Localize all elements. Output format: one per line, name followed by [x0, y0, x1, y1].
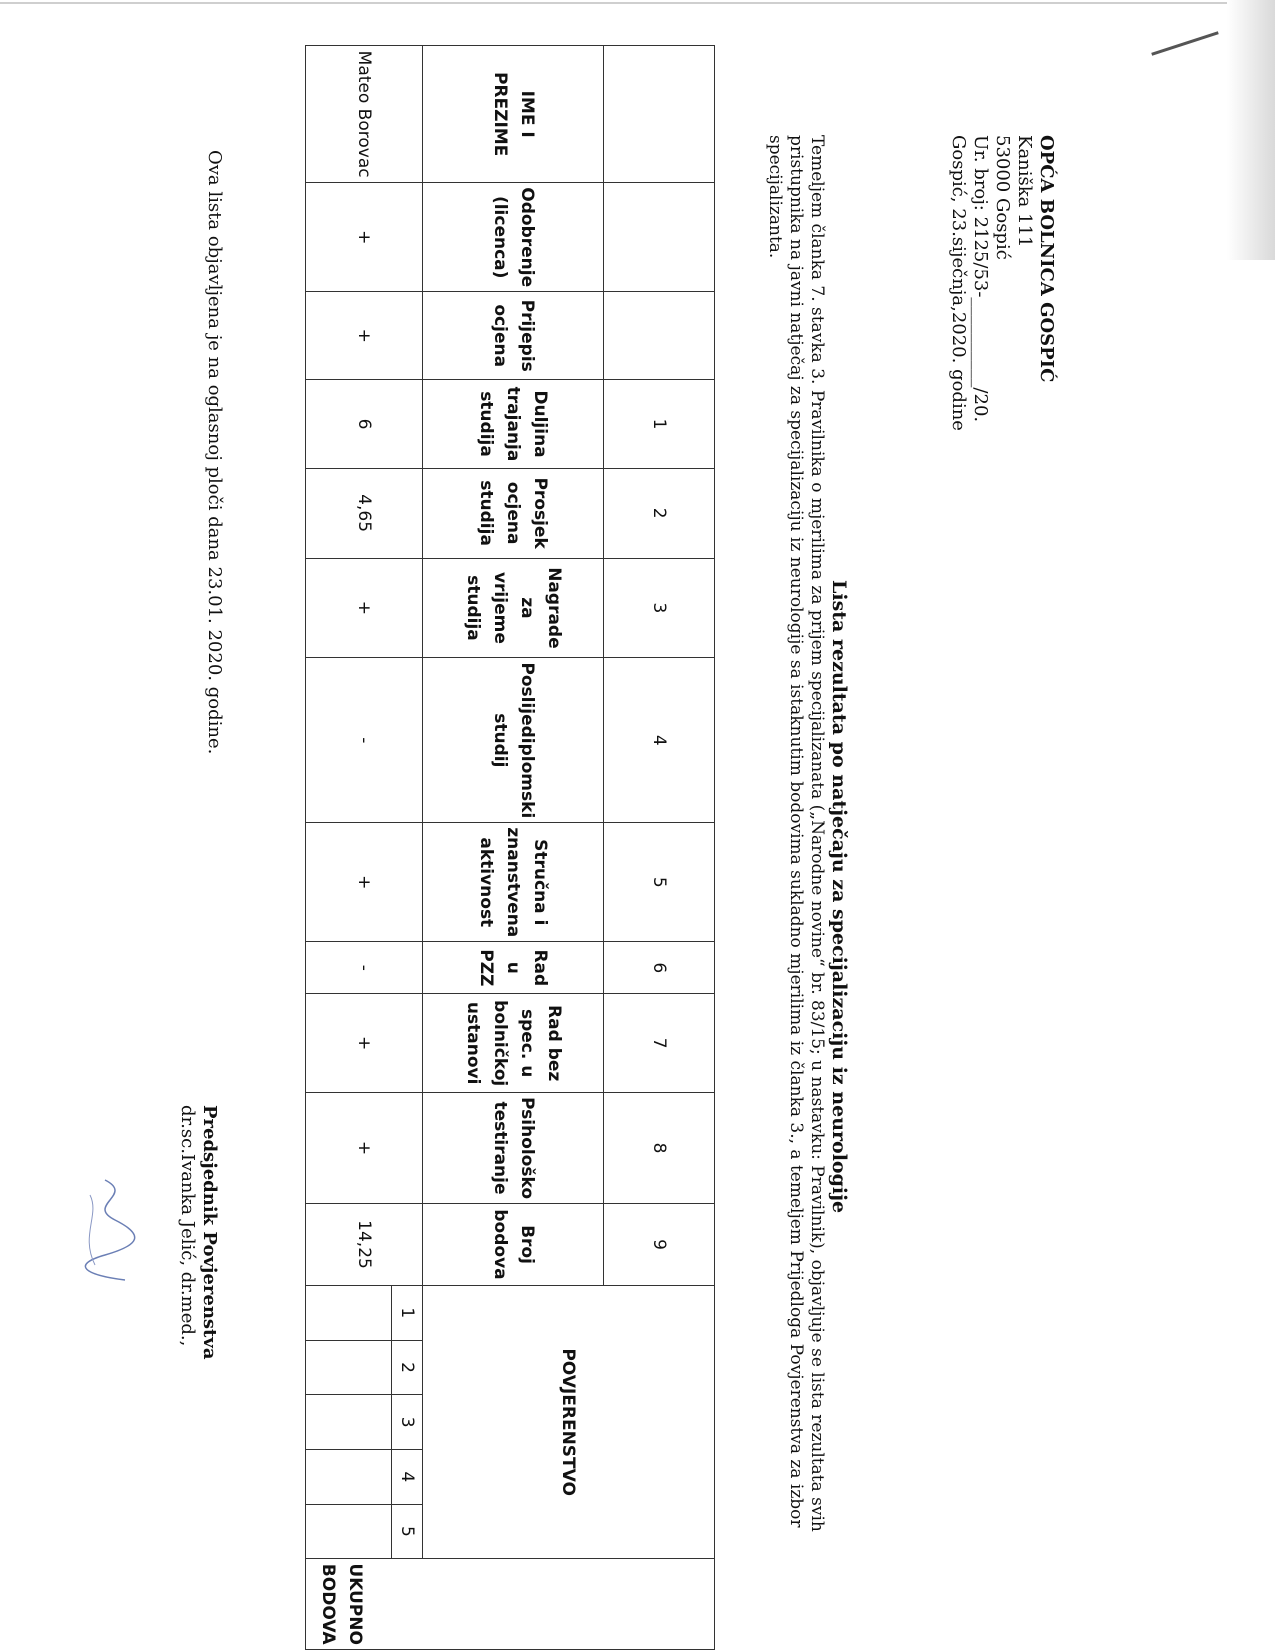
candidate-name: Mateo Borovac [306, 46, 423, 183]
committee-member-number: 5 [392, 1504, 423, 1559]
document-title: Lista rezultata po natječaju za specijalizaciju iz neurologije [828, 580, 850, 1214]
committee-member-number: 2 [392, 1340, 423, 1395]
value-cell: + [306, 183, 423, 292]
letterhead [947, 135, 1057, 431]
col-header: Odobrenje (licenca) [423, 183, 604, 292]
reference-number: Ur. broj: 2125/53-__________/20. [970, 135, 991, 423]
committee-score-cell [306, 1286, 392, 1341]
value-cell: + [306, 823, 423, 942]
committee-score-cell [306, 1449, 392, 1504]
col-number: 2 [604, 468, 715, 558]
document-date: Gospić, 23.siječnja,2020. godine [948, 135, 969, 431]
signatory-role: Predsjednik Povjerenstva [199, 1105, 220, 1360]
total-header: UKUPNO BODOVA [306, 1559, 715, 1650]
committee-score-cell [306, 1340, 392, 1395]
value-cell: + [306, 1092, 423, 1203]
col-number: 6 [604, 942, 715, 994]
col-header: Broj bodova [423, 1204, 604, 1286]
committee-score-cell [306, 1504, 392, 1559]
blank-corner-cell [604, 46, 715, 183]
col-number: 9 [604, 1204, 715, 1286]
value-cell: 6 [306, 380, 423, 468]
blank-number-cell [604, 183, 715, 292]
column-number-row [604, 46, 715, 1650]
signature-block [176, 1105, 220, 1359]
col-number: 5 [604, 823, 715, 942]
committee-member-number: 1 [392, 1286, 423, 1341]
blank-number-cell [604, 292, 715, 380]
value-cell: 14,25 [306, 1204, 423, 1286]
col-header: Duljina trajanja studija [423, 380, 604, 468]
intro-paragraph: Temeljem članka 7. stavka 3. Pravilnika o mjerilima za prijem specijalizanata („Narodne novine“ br. 83/15; u nastavku: Pravilnik), objavljuje se lista rezultata svih pristupnika na javni natječaj za specijalizaciju iz neurologije sa istaknutim bodovima sukladno mjerilima iz članka 3., a temeljem Prijedloga Povjerenstva za izbor specijalizanta. [765, 135, 827, 1532]
value-cell: + [306, 994, 423, 1093]
city-address: 53000 Gospić [992, 135, 1013, 260]
committee-score-cell [306, 1395, 392, 1450]
col-header: Psihološko testiranje [423, 1092, 604, 1203]
value-cell: 4,65 [306, 468, 423, 558]
col-header: Nagrade za vrijeme studija [423, 558, 604, 658]
value-cell: - [306, 942, 423, 994]
col-number: 7 [604, 994, 715, 1093]
col-header: Prosjek ocjena studija [423, 468, 604, 558]
col-number: 3 [604, 558, 715, 658]
publication-note: Ova lista objavljena je na oglasnoj ploči dana 23.01. 2020. godine. [204, 150, 225, 755]
committee-member-number: 4 [392, 1449, 423, 1504]
handwritten-signature [75, 1175, 145, 1285]
col-header: Stručna i znanstvena aktivnost [423, 823, 604, 942]
col-header: Rad u PZZ [423, 942, 604, 994]
value-cell: + [306, 558, 423, 658]
col-number: 1 [604, 380, 715, 468]
committee-header: POVJERENSTVO [423, 1286, 715, 1559]
col-header: Rad bez spec. u bolničkoj ustanovi [423, 994, 604, 1093]
col-number: 8 [604, 1092, 715, 1203]
value-cell: - [306, 658, 423, 823]
col-header: Poslijediplomski studij [423, 658, 604, 823]
value-cell: + [306, 292, 423, 380]
col-number: 4 [604, 658, 715, 823]
signatory-name: dr.sc.Ivanka Jelić, dr.med., [177, 1105, 198, 1347]
results-table [305, 45, 715, 1650]
organization-name: OPĆA BOLNICA GOSPIĆ [1036, 135, 1057, 383]
candidate-row [392, 46, 423, 1650]
name-header: IME I PREZIME [423, 46, 604, 183]
committee-member-number: 3 [392, 1395, 423, 1450]
col-header: Prijepis ocjena [423, 292, 604, 380]
street-address: Kaniška 111 [1014, 135, 1035, 248]
